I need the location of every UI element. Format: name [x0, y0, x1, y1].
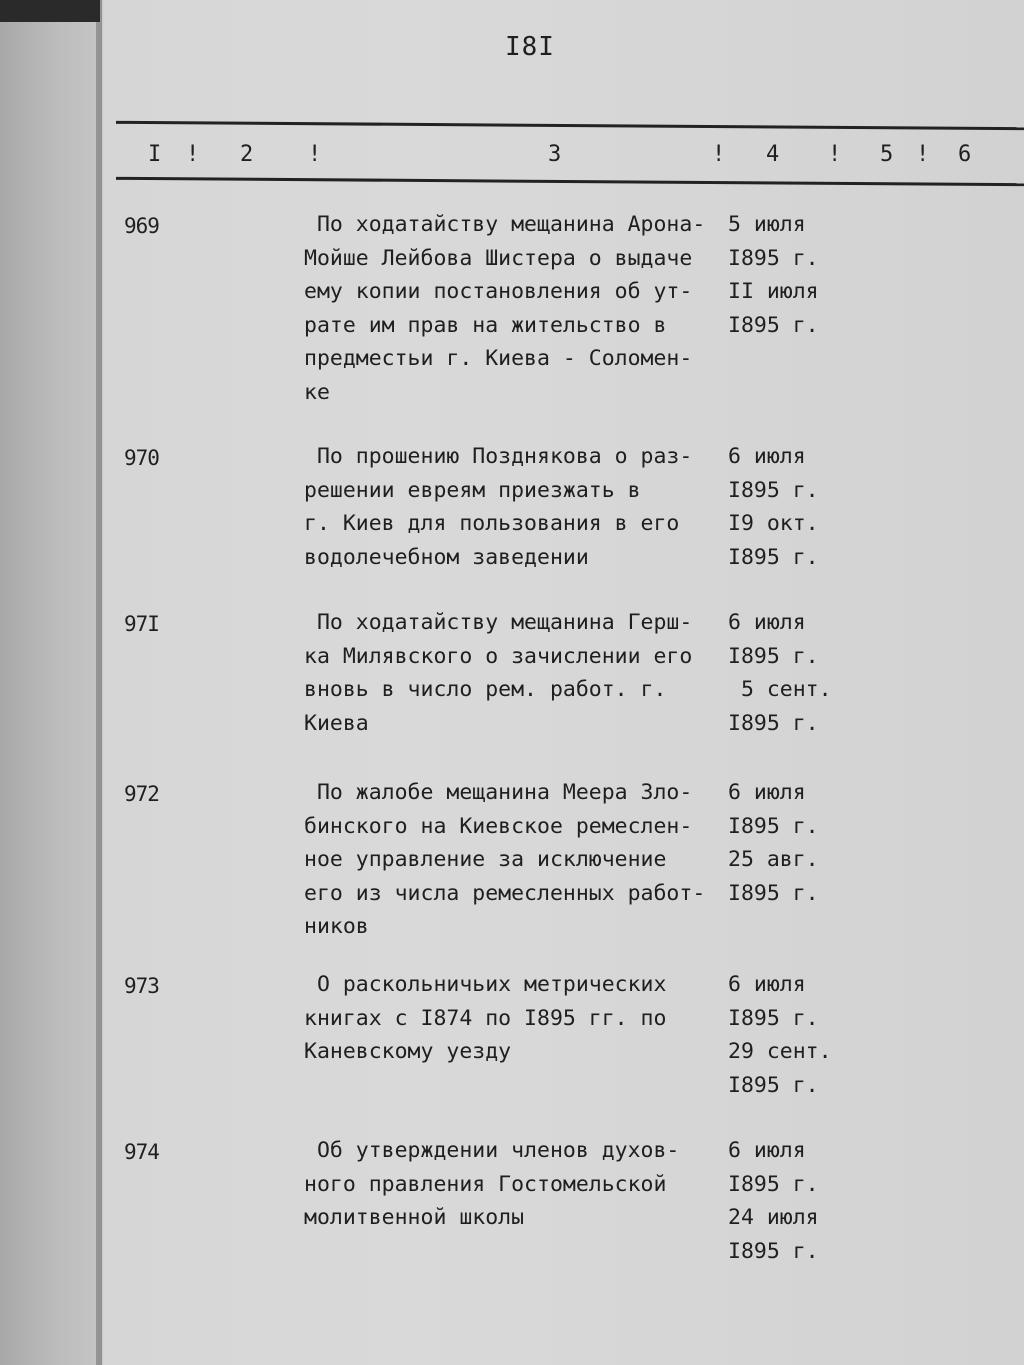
entry-date-line: I895 г.: [728, 643, 819, 669]
entry-description-line: предместьи г. Киева - Соломен-: [304, 346, 693, 371]
column-header-6: 6: [958, 142, 972, 167]
entry-date-line: I9 окт.: [728, 511, 819, 536]
entry-description: [304, 606, 724, 740]
entry-description: [304, 968, 724, 1069]
entry-date-line: 29 сент.: [728, 1039, 832, 1064]
entry-date-line: I895 г.: [728, 312, 819, 338]
entry-description: [304, 440, 724, 574]
entry-date-line: I895 г.: [728, 710, 819, 736]
entry-description-line: По ходатайству мещанина Герш-: [304, 610, 693, 635]
entry-description-line: ему копии постановления об ут-: [304, 279, 693, 304]
spine-shadow: [96, 0, 104, 1365]
entry-dates: [728, 1134, 858, 1268]
entry-date-line: I895 г.: [728, 1005, 819, 1031]
column-header-2: 2: [240, 142, 254, 167]
header-rule-bottom: [116, 177, 1024, 186]
entry-dates: [728, 776, 858, 910]
entry-date-line: I895 г.: [728, 1171, 819, 1197]
entry-date-line: II июля: [728, 279, 819, 304]
header-rule-top: [116, 121, 1024, 130]
entry-description-line: Каневскому уезду: [304, 1039, 512, 1064]
column-separator: !: [828, 142, 842, 167]
entry-date-line: I895 г.: [728, 880, 819, 906]
entry-date-line: 24 июля: [728, 1205, 819, 1230]
corner-shadow: [0, 0, 100, 22]
entry-date-line: I895 г.: [728, 245, 819, 271]
column-separator: !: [712, 142, 726, 167]
entry-description-line: О раскольничьих метрических: [304, 972, 667, 997]
column-separator: !: [916, 142, 930, 167]
entry-description-line: ников: [304, 914, 369, 939]
entry-description-line: его из числа ремесленных работ-: [304, 880, 706, 906]
entry-description-line: водолечебном заведении: [304, 544, 589, 570]
column-header-4: 4: [766, 142, 780, 167]
column-header-1: I: [148, 142, 162, 167]
entry-description-line: По прошению Позднякова о раз-: [304, 444, 693, 469]
entry-description-line: Об утверждении членов духов-: [304, 1138, 680, 1163]
entry-date-line: 6 июля: [728, 444, 806, 469]
entry-date-line: 25 авг.: [728, 847, 819, 872]
entry-date-line: I895 г.: [728, 544, 819, 570]
entry-description: [304, 208, 724, 409]
entry-date-line: I895 г.: [728, 813, 819, 839]
entry-date-line: I895 г.: [728, 1072, 819, 1098]
entry-date-line: 6 июля: [728, 610, 806, 635]
entry-description-line: вновь в число рем. работ. г.: [304, 677, 667, 702]
entry-number: 97I: [124, 612, 159, 636]
entry-date-line: 6 июля: [728, 972, 806, 997]
entry-description-line: г. Киев для пользования в его: [304, 511, 680, 536]
book-spine: [0, 0, 102, 1365]
entry-description-line: ка Милявского о зачислении его: [304, 643, 693, 669]
entry-description-line: решении евреям приезжать в: [304, 477, 641, 503]
entry-date-line: 6 июля: [728, 1138, 806, 1163]
entry-number: 974: [124, 1140, 159, 1164]
page-number: I8I: [505, 32, 555, 62]
entry-date-line: I895 г.: [728, 477, 819, 503]
entry-dates: [728, 968, 858, 1102]
entry-description-line: ное управление за исключение: [304, 847, 667, 872]
column-header-3: 3: [548, 142, 562, 167]
entry-date-line: I895 г.: [728, 1238, 819, 1264]
entry-dates: [728, 440, 858, 574]
entry-description: [304, 1134, 724, 1235]
entry-number: 969: [124, 214, 159, 238]
entry-description-line: молитвенной школы: [304, 1205, 525, 1230]
entry-description-line: книгах с I874 по I895 гг. по: [304, 1005, 667, 1031]
entry-description-line: рате им прав на жительство в: [304, 312, 667, 338]
entry-dates: [728, 606, 858, 740]
entry-description-line: По ходатайству мещанина Арона-: [304, 212, 706, 237]
entry-description-line: Киева: [304, 710, 369, 736]
entry-description: [304, 776, 724, 944]
entry-date-line: 5 сент.: [728, 677, 832, 702]
entry-description-line: ке: [304, 379, 330, 405]
column-header-5: 5: [880, 142, 894, 167]
entry-date-line: 6 июля: [728, 780, 806, 805]
entry-description-line: Мойше Лейбова Шистера о выдаче: [304, 245, 693, 271]
entry-number: 973: [124, 974, 159, 998]
entry-description-line: бинского на Киевское ремеслен-: [304, 813, 693, 839]
entry-description-line: ного правления Гостомельской: [304, 1171, 667, 1197]
entry-number: 972: [124, 782, 159, 806]
entry-description-line: По жалобе мещанина Меера Зло-: [304, 780, 693, 805]
entry-dates: [728, 208, 858, 342]
entry-number: 970: [124, 446, 159, 470]
entry-date-line: 5 июля: [728, 212, 806, 237]
column-separator: !: [186, 142, 200, 167]
column-separator: !: [308, 142, 322, 167]
